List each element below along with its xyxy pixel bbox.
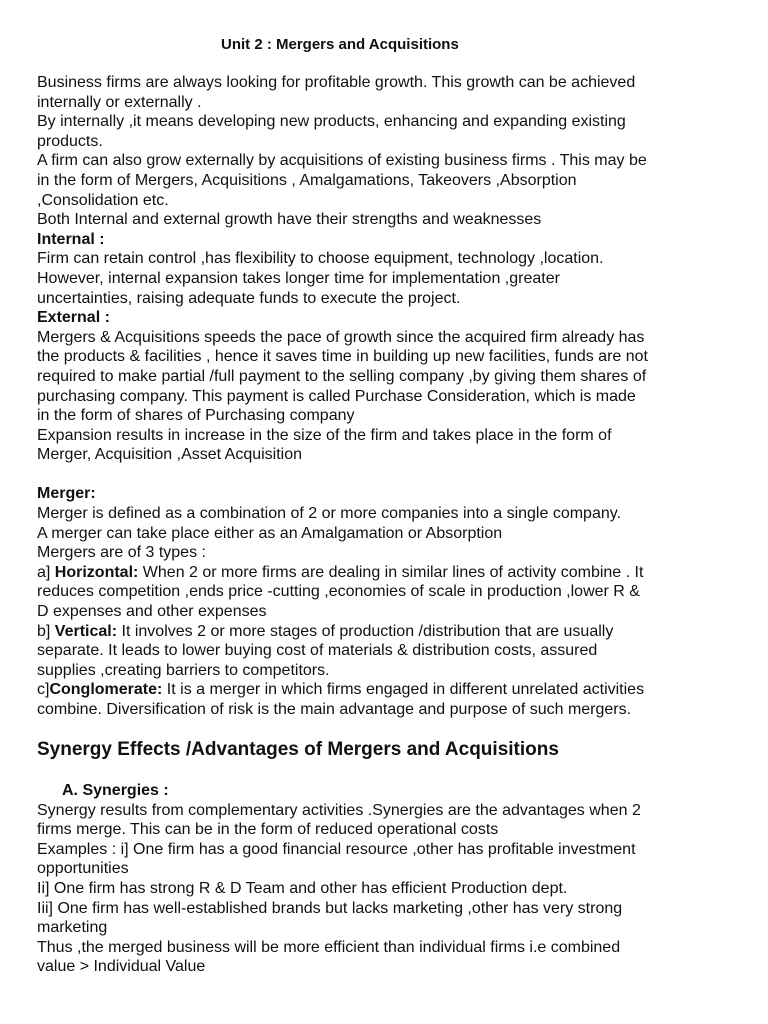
synergy-line: Synergy results from complementary activities .Synergies are the advantages when 2 (37, 801, 641, 819)
synergy-line: firms merge. This can be in the form of reduced operational costs (37, 821, 499, 839)
merger-type-horizontal (37, 563, 745, 583)
type-line: reduces competition ,ends price -cutting ,economies of scale in production ,lower R & (37, 583, 640, 601)
internal-line: uncertainties, raising adequate funds to execute the project. (37, 289, 461, 307)
type-text: It is a merger in which firms engaged in different unrelated activities (162, 681, 645, 699)
type-line: combine. Diversification of risk is the main advantage and purpose of such mergers. (37, 701, 632, 718)
type-prefix: c] (37, 681, 50, 699)
type-line: D expenses and other expenses (37, 603, 267, 621)
type-text: When 2 or more firms are dealing in similar lines of activity combine . It (138, 563, 644, 581)
type-line: supplies ,creating barriers to competitors. (37, 661, 330, 679)
intro-line: A firm can also grow externally by acquisitions of existing business firms . This may be (37, 152, 647, 170)
type-label: Horizontal: (54, 563, 139, 581)
merger-line: Merger is defined as a combination of 2 or more companies into a single company. (37, 505, 622, 523)
merger-type-conglomerate (37, 680, 745, 700)
intro-line: By internally ,it means developing new products, enhancing and expanding existing (37, 113, 626, 131)
synergy-line: Examples : i] One firm has a good financial resource ,other has profitable investment (37, 840, 636, 858)
intro-line: Business firms are always looking for profitable growth. This growth can be achieved (37, 74, 636, 91)
internal-line: Firm can retain control ,has flexibility to choose equipment, technology ,location. (37, 250, 604, 268)
merger-line: Mergers are of 3 types : (37, 544, 206, 562)
type-prefix: b] (37, 622, 55, 640)
external-line: in the form of shares of Purchasing company (37, 407, 355, 425)
intro-line: products. (37, 132, 103, 150)
type-label: Vertical: (54, 622, 118, 640)
internal-heading: Internal : (37, 230, 105, 248)
merger-line: A merger can take place either as an Amalgamation or Absorption (37, 524, 503, 542)
external-line: required to make partial /full payment to the selling company ,by giving them shares of (37, 367, 647, 385)
external-line: purchasing company. This payment is called Purchase Consideration, which is made (37, 387, 636, 405)
merger-heading: Merger: (37, 485, 96, 503)
document-body (37, 73, 745, 720)
intro-line: internally or externally . (37, 93, 202, 111)
external-line: Expansion results in increase in the size of the firm and takes place in the form of (37, 426, 612, 444)
external-line: Merger, Acquisition ,Asset Acquisition (37, 446, 303, 464)
intro-line: Both Internal and external growth have their strengths and weaknesses (37, 211, 542, 229)
document-title: Unit 2 : Mergers and Acquisitions (221, 36, 459, 53)
synergy-line: Thus ,the merged business will be more efficient than individual firms i.e combined (37, 938, 621, 956)
external-line: the products & facilities , hence it saves time in building up new facilities, funds are not (37, 348, 648, 366)
merger-type-vertical (37, 622, 745, 642)
synergy-line: value > Individual Value (37, 958, 206, 976)
type-label: Conglomerate: (49, 681, 163, 699)
internal-line: However, internal expansion takes longer time for implementation ,greater (37, 269, 560, 287)
synergy-line: Ii] One firm has strong R & D Team and other has efficient Production dept. (37, 879, 568, 897)
type-line: separate. It leads to lower buying cost of materials & distribution costs, assured (37, 642, 598, 660)
synergy-subheading: A. Synergies : (62, 782, 169, 799)
synergy-heading: Synergy Effects /Advantages of Mergers and Acquisitions (37, 739, 559, 760)
synergy-line: opportunities (37, 860, 129, 878)
intro-line: in the form of Mergers, Acquisitions , Amalgamations, Takeovers ,Absorption (37, 171, 577, 189)
type-text: It involves 2 or more stages of production /distribution that are usually (117, 622, 614, 640)
synergy-line: Iii] One firm has well-established brands but lacks marketing ,other has very strong (37, 899, 623, 917)
blank-line (37, 465, 745, 485)
external-heading: External : (37, 309, 110, 327)
type-prefix: a] (37, 563, 55, 581)
external-line: Mergers & Acquisitions speeds the pace of growth since the acquired firm already has (37, 328, 645, 346)
synergy-section (37, 781, 745, 977)
synergy-line: marketing (37, 919, 108, 937)
intro-line: ,Consolidation etc. (37, 191, 169, 209)
